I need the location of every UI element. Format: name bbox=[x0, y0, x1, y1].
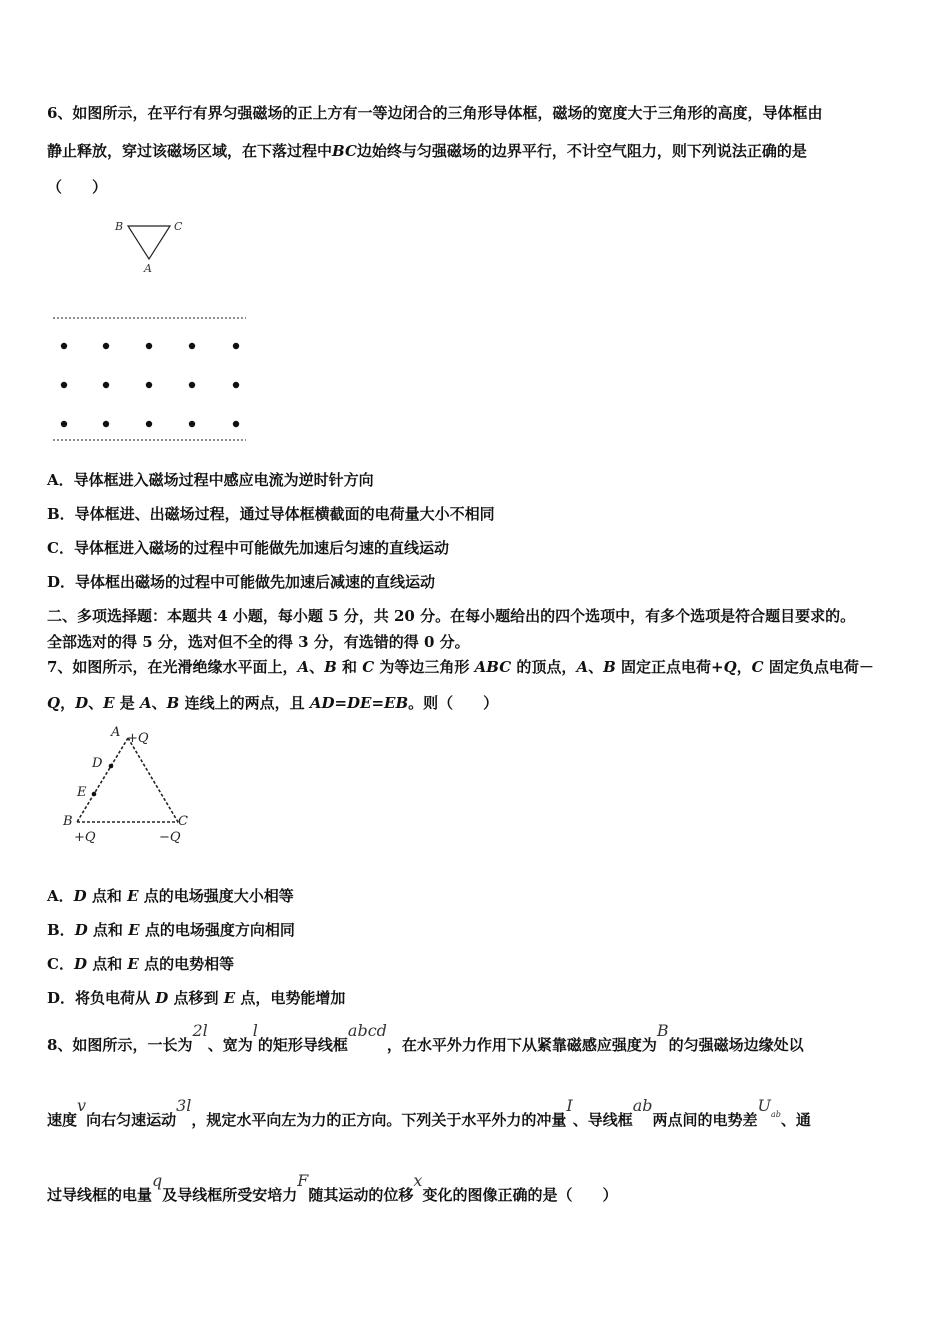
q8-text: 的矩形导线框 bbox=[257, 1036, 348, 1054]
q8-sub: ab bbox=[771, 1110, 781, 1119]
q7-var: Q bbox=[723, 658, 737, 676]
q7-var: C bbox=[751, 658, 764, 676]
q8-sym: I bbox=[566, 1096, 573, 1115]
section2-line1: 二、多项选择题：本题共 4 小题，每小题 5 分，共 20 分。在每小题给出的四个选项中，有多个选项是符合题目要求的。 bbox=[47, 607, 856, 625]
q7-var: C bbox=[362, 658, 375, 676]
label-b: B bbox=[115, 220, 124, 233]
q7-text: ， bbox=[60, 694, 76, 712]
q7-option-b bbox=[47, 919, 295, 940]
q7-opt-text: 点和 bbox=[87, 921, 129, 939]
label-a: A bbox=[111, 725, 121, 740]
q7-option-c bbox=[47, 953, 234, 974]
point-e bbox=[92, 792, 97, 797]
q7-triangle-figure bbox=[55, 722, 205, 850]
q6-line2 bbox=[47, 140, 807, 161]
q7-opt-text: B． bbox=[47, 921, 75, 939]
q6-bc: BC bbox=[332, 142, 357, 160]
q7-line1 bbox=[47, 656, 874, 677]
q7-opt-var: D bbox=[73, 955, 87, 973]
q7-text: ， bbox=[736, 658, 752, 676]
q8-sym: U bbox=[757, 1096, 772, 1115]
q7-option-a bbox=[47, 885, 294, 906]
q7-option-d bbox=[47, 987, 345, 1008]
q8-sym: v bbox=[77, 1096, 87, 1115]
q7-opt-text: 点的电势相等 bbox=[138, 955, 235, 973]
q7-text: 是 bbox=[114, 694, 141, 712]
label-plus-q-bottom: +Q bbox=[74, 830, 96, 845]
q7-opt-text: D．将负电荷从 bbox=[47, 989, 156, 1007]
q8-text: 、导线框 bbox=[572, 1111, 633, 1129]
q7-text: 7、如图所示，在光滑绝缘水平面上， bbox=[47, 658, 298, 676]
magnetic-field-figure bbox=[50, 312, 250, 447]
label-a: A bbox=[144, 262, 152, 275]
q6-option-a: A．导体框进入磁场过程中感应电流为逆时针方向 bbox=[47, 471, 374, 489]
q7-opt-text: C． bbox=[47, 955, 74, 973]
q8-sym: F bbox=[297, 1171, 309, 1190]
q8-sym: 2l bbox=[192, 1021, 208, 1040]
q8-text: 变化的图像正确的是（ ） bbox=[422, 1186, 618, 1204]
q8-sym: B bbox=[656, 1021, 669, 1040]
q7-var: A bbox=[576, 658, 589, 676]
q8-text: 、通 bbox=[780, 1111, 811, 1129]
q7-line2 bbox=[47, 692, 498, 713]
label-c: C bbox=[174, 220, 183, 233]
q7-opt-text: A． bbox=[47, 887, 74, 905]
q7-opt-text: 点的电场强度方向相同 bbox=[139, 921, 295, 939]
q7-var: B bbox=[324, 658, 337, 676]
q7-var: D bbox=[75, 694, 89, 712]
q8-sym: l bbox=[252, 1021, 258, 1040]
q7-text: 为等边三角形 bbox=[374, 658, 475, 676]
q8-text: ，规定水平向左为力的正方向。下列关于水平外力的冲量 bbox=[191, 1111, 567, 1129]
q7-opt-var: E bbox=[127, 887, 139, 905]
q7-text: 、 bbox=[151, 694, 167, 712]
q7-var: B bbox=[166, 694, 180, 712]
q8-line3 bbox=[47, 1171, 618, 1205]
q8-text: ，在水平外力作用下从紧靠磁感应强度为 bbox=[386, 1036, 657, 1054]
q7-var: A bbox=[297, 658, 310, 676]
q7-var: B bbox=[603, 658, 616, 676]
q8-sym: abcd bbox=[347, 1021, 387, 1040]
q8-text: 两点间的电势差 bbox=[652, 1111, 758, 1129]
q6-line3: （ ） bbox=[47, 178, 108, 196]
q8-sym: x bbox=[413, 1171, 423, 1190]
q7-text: 的顶点， bbox=[511, 658, 577, 676]
q8-sym: q bbox=[152, 1171, 163, 1190]
q7-opt-text: 点，电势能增加 bbox=[235, 989, 346, 1007]
q7-opt-var: D bbox=[155, 989, 169, 1007]
label-d: D bbox=[92, 756, 103, 771]
q7-text: 、 bbox=[309, 658, 325, 676]
q8-text: 速度 bbox=[47, 1111, 78, 1129]
q7-opt-var: E bbox=[128, 921, 140, 939]
q6-text: 静止释放，穿过该磁场区域，在下落过程中 bbox=[47, 142, 333, 160]
q8-sym: 3l bbox=[176, 1096, 192, 1115]
q7-var: ABC bbox=[474, 658, 512, 676]
q7-opt-var: E bbox=[127, 955, 139, 973]
label-minus-q: −Q bbox=[159, 830, 181, 845]
triangle-frame bbox=[128, 226, 170, 259]
q7-opt-var: D bbox=[74, 921, 88, 939]
q7-text: 、 bbox=[88, 694, 104, 712]
edge-ab bbox=[77, 738, 128, 822]
field-dots bbox=[61, 343, 239, 427]
q7-text: 连线上的两点，且 bbox=[179, 694, 310, 712]
q8-text: 向右匀速运动 bbox=[86, 1111, 177, 1129]
q7-text: 。则（ ） bbox=[408, 694, 499, 712]
q7-var: AD=DE=EB bbox=[309, 694, 409, 712]
q7-opt-text: 点的电场强度大小相等 bbox=[138, 887, 294, 905]
point-d bbox=[109, 764, 114, 769]
q8-line1 bbox=[47, 1021, 804, 1055]
q8-text: 8、如图所示，一长为 bbox=[47, 1036, 193, 1054]
q6-option-b: B．导体框进、出磁场过程，通过导体框横截面的电荷量大小不相同 bbox=[47, 505, 495, 523]
q7-opt-var: E bbox=[223, 989, 236, 1007]
q7-text: 、 bbox=[588, 658, 604, 676]
section2-line2: 全部选对的得 5 分，选对但不全的得 3 分，有选错的得 0 分。 bbox=[47, 633, 470, 651]
label-plus-q-top: +Q bbox=[127, 731, 149, 746]
q6-triangle-figure bbox=[110, 215, 200, 280]
q6-option-c: C．导体框进入磁场的过程中可能做先加速后匀速的直线运动 bbox=[47, 539, 449, 557]
q7-var: A bbox=[140, 694, 152, 712]
q7-text: 固定负点电荷－ bbox=[763, 658, 874, 676]
q7-text: 和 bbox=[336, 658, 363, 676]
q8-text: 的匀强磁场边缘处以 bbox=[668, 1036, 804, 1054]
q6-line1: 6、如图所示，在平行有界匀强磁场的正上方有一等边闭合的三角形导体框，磁场的宽度大于三角形的高度，导体框由 bbox=[47, 104, 823, 122]
label-e: E bbox=[77, 785, 87, 800]
q7-opt-text: 点和 bbox=[86, 955, 128, 973]
q6-text: 边始终与匀强磁场的边界平行，不计空气阻力，则下列说法正确的是 bbox=[356, 142, 807, 160]
q7-opt-text: 点移到 bbox=[168, 989, 224, 1007]
q7-var: E bbox=[103, 694, 115, 712]
edge-ac bbox=[128, 738, 178, 822]
q6-option-d: D．导体框出磁场的过程中可能做先加速后减速的直线运动 bbox=[47, 573, 436, 591]
q7-var: Q bbox=[47, 694, 61, 712]
q8-text: 及导线框所受安培力 bbox=[162, 1186, 298, 1204]
q8-sym: ab bbox=[632, 1096, 653, 1115]
q8-text: 过导线框的电量 bbox=[47, 1186, 153, 1204]
label-b: B bbox=[63, 814, 73, 829]
q7-text: 固定正点电荷+ bbox=[615, 658, 724, 676]
q8-text: 、宽为 bbox=[207, 1036, 253, 1054]
q8-line2 bbox=[47, 1096, 811, 1130]
q7-opt-var: D bbox=[73, 887, 87, 905]
q8-text: 随其运动的位移 bbox=[308, 1186, 414, 1204]
label-c: C bbox=[178, 814, 188, 829]
q7-opt-text: 点和 bbox=[86, 887, 128, 905]
